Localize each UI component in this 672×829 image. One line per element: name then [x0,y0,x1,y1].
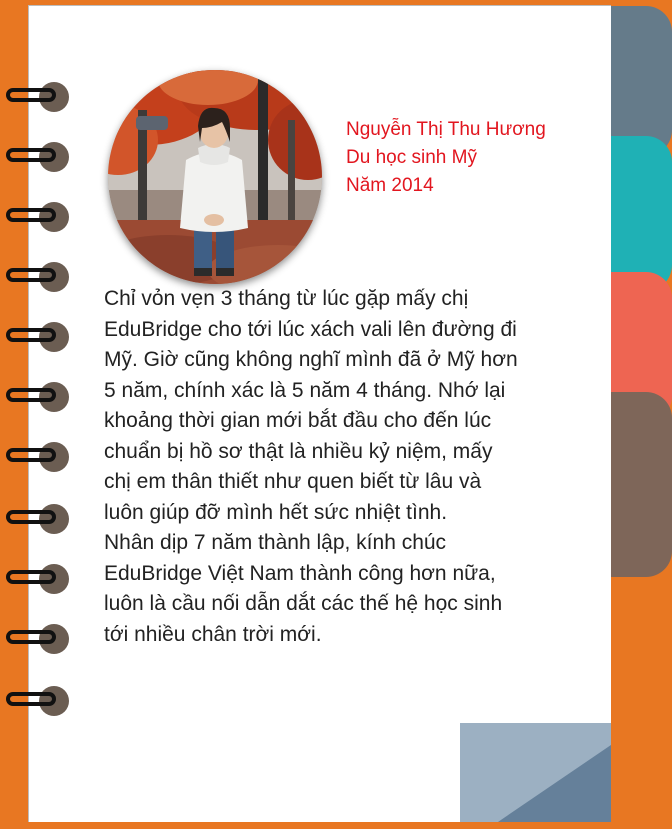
binding-ring-icon [6,684,70,718]
binding-ring-icon [6,380,70,414]
testimonial-line: luôn là cầu nối dẫn dắt các thế hệ học sinh [104,592,503,615]
portrait-photo [108,70,322,284]
testimonial-line: EduBridge Việt Nam thành công hơn nữa, [104,561,496,585]
testimonial-line: chị em thân thiết như quen biết từ lâu và [104,470,482,493]
binding-ring-icon [6,80,70,114]
student-caption [346,116,546,200]
testimonial-line: Nhân dịp 7 năm thành lập, kính chúc [104,531,447,554]
binding-ring-icon [6,140,70,174]
testimonial-line: tới nhiều chân trời mới. [104,622,322,646]
page-corner-fold [460,723,611,822]
binding-ring-icon [6,320,70,354]
student-program: Du học sinh Mỹ [346,147,477,168]
binding-ring-icon [6,200,70,234]
student-name: Nguyễn Thị Thu Hương [346,119,546,140]
page-fold-shading [460,723,611,822]
testimonial-line: khoảng thời gian mới bắt đầu cho đến lúc [104,409,492,432]
testimonial-line: 5 năm, chính xác là 5 năm 4 tháng. Nhớ lại [104,378,506,402]
testimonial-line: chuẩn bị hồ sơ thật là nhiều kỷ niệm, mấy [104,439,493,463]
binding-ring-icon [6,622,70,656]
testimonial-line: EduBridge cho tới lúc xách vali lên đường đi [104,317,517,341]
testimonial-line: luôn giúp đỡ mình hết sức nhiệt tình. [104,500,448,524]
binding-ring-icon [6,260,70,294]
binding-ring-icon [6,562,70,596]
testimonial-line: Mỹ. Giờ cũng không nghĩ mình đã ở Mỹ hơn [104,348,518,371]
portrait-illustration [108,70,322,284]
binding-ring-icon [6,440,70,474]
binding-ring-icon [6,502,70,536]
student-year: Năm 2014 [346,175,434,196]
testimonial-line: Chỉ vỏn vẹn 3 tháng từ lúc gặp mấy chị [104,287,469,310]
testimonial-text [104,284,574,650]
